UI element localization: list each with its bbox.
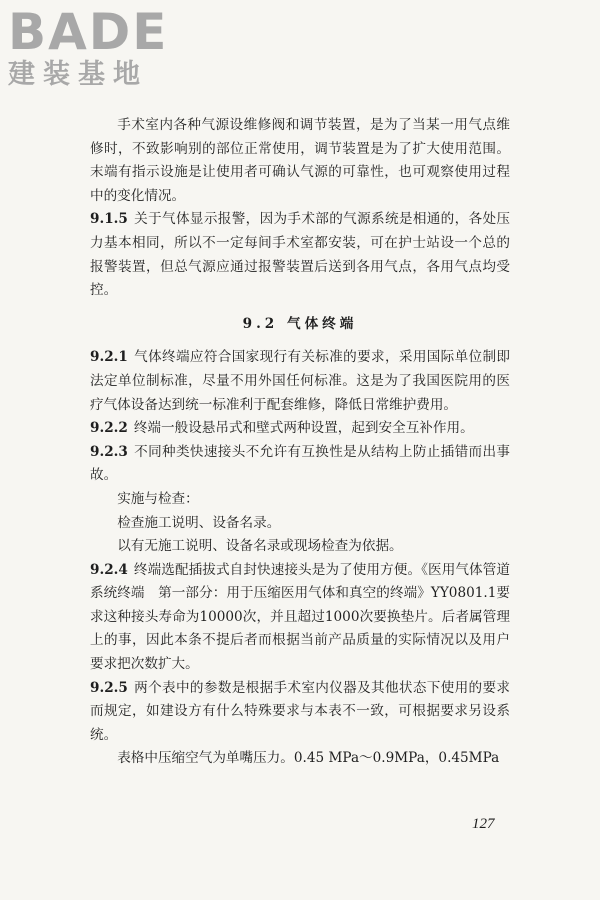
logo (8, 4, 178, 92)
paragraph-gas-valves: 手术室内各种气源设维修阀和调节装置，是为了当某一用气点维修时，不致影响别的部位正常使用，调节装置是为了扩大使用范围。末端有指示设施是让使用者可确认气源的可靠性，也可观察使用过程中的变化情况。 (90, 117, 510, 204)
paragraph-9-2-3 (90, 441, 510, 488)
section-title: 9.2 气体终端 (242, 315, 358, 332)
paragraph-9-2-4 (90, 559, 510, 677)
clause-number: 9.2.5 (90, 679, 128, 696)
paragraph-implementation: 实施与检查： (117, 490, 199, 507)
clause-text: 关于气体显示报警，因为手术部的气源系统是相通的，各处压力基本相同，所以不一定每间手术室都安装，可在护士站设一个总的报警装置，但总气源应通过报警装置后送到各用气点，各用气点均受控。 (90, 211, 510, 299)
clause-number: 9.2.2 (90, 420, 128, 437)
paragraph-air-pressure: 表格中压缩空气为单嘴压力。0.45 MPa～0.9MPa，0.45MPa (117, 750, 500, 767)
page-content (90, 114, 510, 771)
paragraph-check-basis: 以有无施工说明、设备名录或现场检查为依据。 (117, 538, 403, 555)
clause-text: 气体终端应符合国家现行有关标准的要求，采用国际单位制即法定单位制标准，尽量不用外国任何标准。这是为了我国医院用的医疗气体设备达到统一标准利于配套维修，降低日常维护费用。 (90, 349, 510, 413)
logo-subtitle: 建装基地 (8, 59, 148, 90)
clause-number: 9.2.1 (90, 349, 128, 366)
clause-text: 不同种类快速接头不允许有互换性是从结构上防止插错而出事故。 (90, 443, 510, 484)
paragraph-9-2-5 (90, 677, 510, 748)
paragraph-check-items: 检查施工说明、设备名录。 (117, 514, 281, 531)
paragraph-9-2-2 (90, 417, 510, 441)
clause-text: 终端选配插拔式自封快速接头是为了使用方便。《医用气体管道系统终端 第一部分：用于压缩医用气体和真空的终端》YY0801.1要求这种接头寿命为10000次，并且超过1000次要换垫片。后者属管理上的事，因此本条不提后者而根据当前产品质量的实际情况以及用户要求把次数扩大。 (90, 561, 510, 673)
clause-text: 终端一般设悬吊式和壁式两种设置，起到安全互补作用。 (133, 420, 474, 437)
clause-number: 9.2.3 (90, 443, 128, 460)
clause-number: 9.1.5 (90, 211, 128, 228)
clause-text: 两个表中的参数是根据手术室内仪器及其他状态下使用的要求而规定，如建设方有什么特殊要求与本表不一致，可根据要求另设系统。 (90, 679, 510, 743)
page-number: 127 (472, 816, 495, 832)
paragraph-9-1-5 (90, 208, 510, 302)
paragraph-9-2-1 (90, 346, 510, 417)
clause-number: 9.2.4 (90, 561, 128, 578)
logo-brand: BADE (8, 3, 169, 61)
